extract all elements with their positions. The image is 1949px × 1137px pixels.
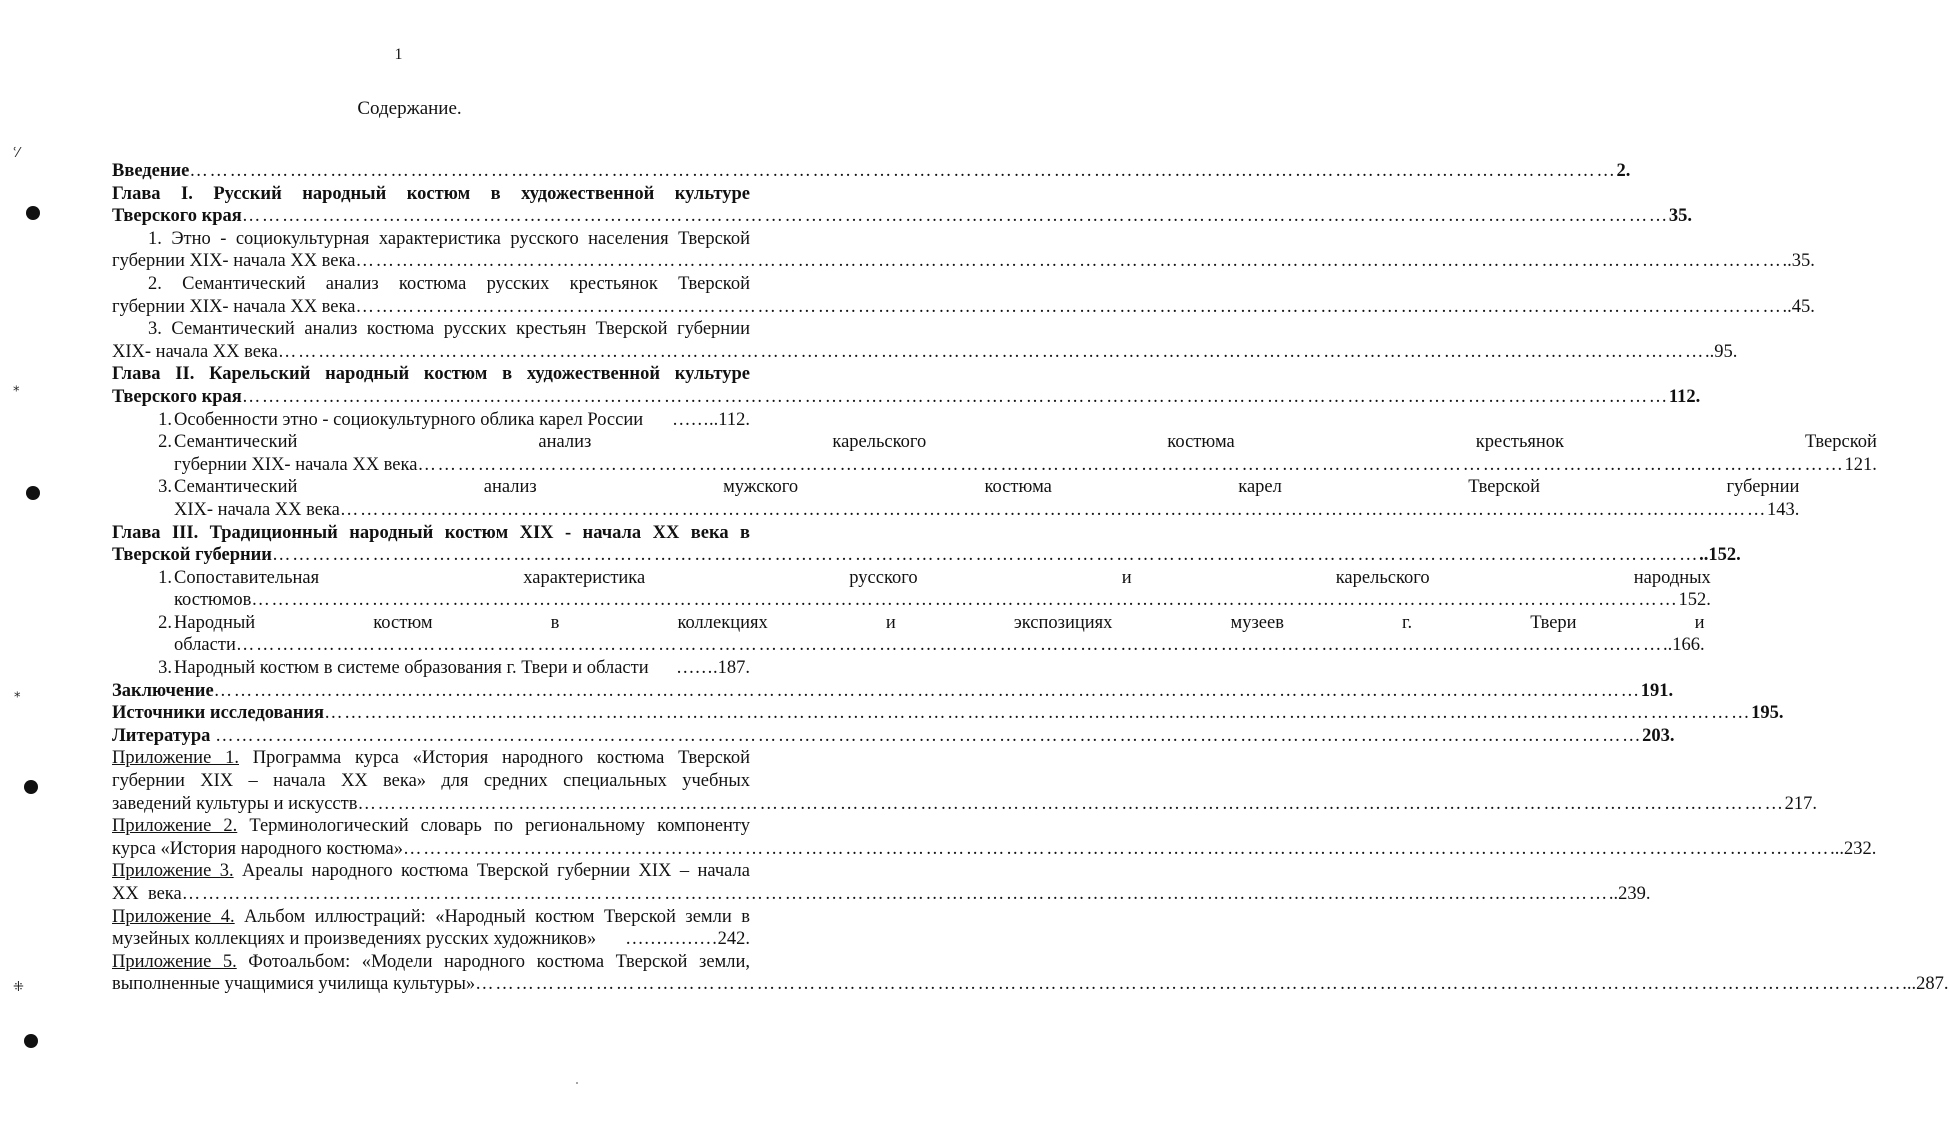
toc-entry-3-1[interactable] [112,567,1711,612]
toc-num: 1. [158,567,172,588]
toc-label: заведений культуры и искусств [112,793,358,814]
toc-num: 3. [158,477,172,498]
toc-entry-1-3[interactable] [112,318,750,341]
toc-label: губернии XIX- начала XX века [112,251,356,272]
toc-num: 2. [158,432,172,453]
dot-leader: …………………………………………………………………………………………………………………………………………………………………………………………… [189,161,1617,181]
appendix-link[interactable]: Приложение 1. [112,748,239,769]
toc-entry-3-3[interactable] [112,657,750,680]
chapter-3-heading[interactable]: Глава III. Традиционный народный костюм XIX - начала XX века в [112,522,750,543]
page-title: Содержание. [357,98,462,119]
dot-leader: …………………………………………………………………………………………………………………………………………………………………………………………… [403,838,1831,859]
toc-entry-1-2[interactable] [112,273,750,296]
dot-leader: …………………………………………………………………………………………………………………………………………………………………………………………… [213,680,1641,701]
toc-label: Тверского края [112,206,242,227]
toc-label: Семантический анализ карельского костюма крестьянок Тверской [174,432,1877,453]
dot-leader: …………………………………………………………………………………………………………………………………………………………………………………………… [235,635,1663,656]
toc-label: Тверского края [112,386,242,407]
dot-leader: …………………………………………………………………………………………………………………………………………………………………………………………… [277,341,1705,362]
toc-label: Семантический анализ костюма русских крестьянок Тверской [182,273,751,294]
toc-num: 2. [158,612,172,633]
toc-page: ..95. [1705,341,1738,362]
punch-hole-3 [24,780,38,794]
toc-label: выполненные учащимися училища культуры» [112,974,476,995]
toc-entry-appendix-3[interactable] [112,860,750,883]
toc-entry-literature[interactable] [112,725,1675,748]
toc-entry-1-2-cont[interactable] [112,296,1815,319]
chapter-2-heading-cont[interactable] [112,386,1701,409]
toc-label: Особенности этно - социокультурного облика карел России [174,409,644,430]
toc-label: Терминологический словарь по региональному компоненту [237,816,750,837]
dot-leader: …………………………………………………………………………………………………………………………………………………………………………………………… [251,590,1679,611]
toc-entry-appendix-1[interactable] [112,747,750,770]
toc-label: костюмов [174,590,252,611]
toc-label: Программа курса «История народного костюма Тверской [238,748,750,769]
appendix-link[interactable]: Приложение 2. [112,816,238,837]
punch-hole-4 [24,1034,38,1048]
toc-label: Литература [112,725,216,746]
toc-label: Народный костюм в системе образования г. Твери и области [174,658,649,679]
toc-label: курса «История народного костюма» [112,838,404,859]
toc-entry-1-1[interactable] [112,228,750,251]
toc-entry-1-1-cont[interactable] [112,250,1815,273]
toc-num: 3. [158,658,172,679]
toc-entry-intro[interactable] [112,160,1631,183]
dot-leader: …………………………………………………………………………………………………………………………………………………………………………………………… [355,251,1783,272]
toc-num: 1. [158,409,172,430]
toc-entry-appendix-4[interactable] [112,906,750,929]
toc-entry-sources[interactable] [112,702,1784,725]
toc-label: Заключение [112,680,214,701]
toc-label: области [174,635,236,656]
toc-page: ..166. [1662,635,1705,656]
toc-label: губернии XIX- начала XX века [174,454,418,475]
dot-leader: …………………………………………………………………………………………………………………………………………………………………………………………… [475,974,1903,995]
toc-page: ...287. [1902,974,1949,995]
toc-label: XIX- начала XX века [174,499,340,520]
toc-page: ……………242. [625,929,750,950]
toc-label: губернии XIX- начала XX века [112,296,356,317]
toc-label: XIX- начала XX века [112,341,278,362]
dot-leader: …………………………………………………………………………………………………………………………………………………………………………………………… [215,725,1643,746]
appendix-link[interactable]: Приложение 4. [112,906,235,927]
toc-page: ...232. [1830,838,1877,859]
page-number: 1 [394,46,403,63]
toc-label: Альбом иллюстраций: «Народный костюм Тверской земли в [234,906,750,927]
toc-page: 217. [1784,793,1817,814]
appendix-link[interactable]: Приложение 5. [112,951,237,972]
toc-entry-2-3[interactable] [112,476,1800,521]
appendix-link[interactable]: Приложение 3. [112,861,234,882]
toc-label: Источники исследования [112,703,325,724]
toc-page: 191. [1640,680,1674,701]
toc-page: ..35. [1782,251,1815,272]
toc-page: 35. [1668,206,1693,227]
toc-page: 2. [1616,161,1631,181]
punch-hole-1 [26,206,40,220]
toc-num: 1. [148,228,162,249]
margin-mark-1: ՙ⁄ [13,146,20,161]
dot-leader: …………………………………………………………………………………………………………………………………………………………………………………………… [417,454,1845,475]
toc-num: 2. [148,273,162,294]
chapter-2-heading[interactable]: Глава II. Карельский народный костюм в художественной культуре [112,364,750,385]
toc-entry-appendix-2-end[interactable] [112,838,1877,861]
toc-entry-conclusion[interactable] [112,680,1674,703]
dot-leader: …………………………………………………………………………………………………………………………………………………………………………………………… [181,884,1609,904]
dot-leader: …………………………………………………………………………………………………………………………………………………………………………………………… [339,499,1767,520]
toc-page: ..239. [1608,884,1651,904]
dot-leader: …………………………………………………………………………………………………………………………………………………………………………………………… [241,206,1669,227]
table-of-contents [112,160,1949,996]
dot-leader: …………………………………………………………………………………………………………………………………………………………………………………………… [271,545,1700,566]
margin-mark-2: ⁎ [13,380,20,395]
toc-entry-appendix-5[interactable] [112,951,750,974]
toc-label: Народный костюм в коллекциях и экспозициях музеев г. Твери и [174,612,1705,633]
toc-page: ..45. [1782,296,1815,317]
toc-num: 3. [148,319,162,340]
toc-label: Фотоальбом: «Модели народного костюма Тверской земли, [236,951,750,972]
toc-label: Введение [112,161,190,181]
toc-label: Сопоставительная характеристика русского и карельского народных [174,567,1711,588]
toc-page: 152. [1678,590,1711,611]
toc-page: ..152. [1699,545,1741,566]
toc-page: 112. [1668,386,1701,407]
toc-page: ……..112. [672,409,750,430]
toc-label: музейных коллекциях и произведениях русских художников» [112,929,597,950]
chapter-1-heading[interactable]: Глава I. Русский народный костюм в художественной культуре [112,183,750,204]
toc-label: Этно - социокультурная характеристика русского населения Тверской [171,228,750,249]
toc-label: Семантический анализ мужского костюма карел Тверской губернии [174,477,1800,498]
margin-mark-3: ⁎ [14,686,21,701]
toc-page: 203. [1642,725,1675,746]
toc-entry-3-2[interactable] [112,612,1705,657]
dot-leader: …………………………………………………………………………………………………………………………………………………………………………………………… [324,703,1752,724]
chapter-1-heading-cont[interactable] [112,205,1693,228]
toc-label: Тверской губернии [112,545,272,566]
toc-entry-appendix-1-end[interactable] [112,793,1817,816]
toc-entry-appendix-3-end[interactable] [112,883,1651,906]
toc-page: 121. [1844,454,1877,475]
toc-label: Семантический анализ костюма русских крестьян Тверской губернии [171,319,751,340]
toc-entry-2-1[interactable] [112,409,750,432]
toc-entry-appendix-2[interactable] [112,815,750,838]
toc-label: Ареалы народного костюма Тверской губернии XIX – начала [233,861,751,882]
toc-page: 195. [1751,703,1784,724]
toc-page: 143. [1767,499,1800,520]
toc-entry-appendix-1-cont: губернии XIX – начала XX века» для средних специальных учебных [112,771,750,792]
toc-entry-2-2[interactable] [112,431,1877,476]
toc-entry-1-3-cont[interactable] [112,341,1738,364]
dot-leader: …………………………………………………………………………………………………………………………………………………………………………………………… [241,386,1669,407]
margin-mark-4: ⁜ [13,980,24,995]
toc-label: XX века [112,884,182,904]
scan-speck [576,1082,578,1084]
toc-entry-appendix-4-end[interactable] [112,928,750,951]
toc-page: …….187. [676,658,750,679]
punch-hole-2 [26,486,40,500]
toc-entry-appendix-5-end[interactable] [112,973,1949,996]
dot-leader: …………………………………………………………………………………………………………………………………………………………………………………………… [357,793,1785,814]
chapter-3-heading-cont[interactable] [112,544,1741,567]
dot-leader: …………………………………………………………………………………………………………………………………………………………………………………………… [355,296,1783,317]
